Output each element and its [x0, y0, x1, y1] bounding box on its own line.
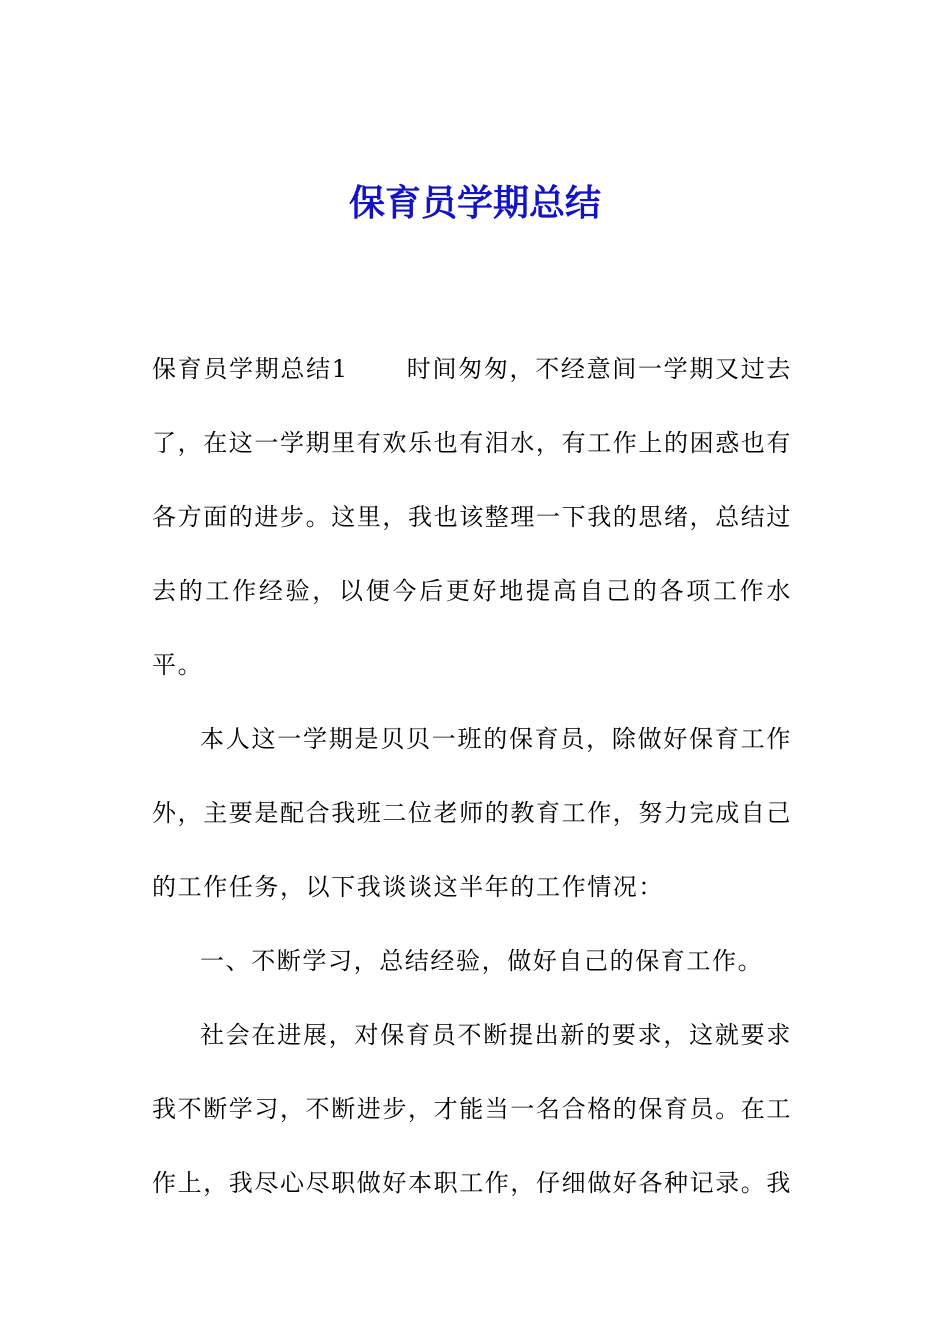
- paragraph-1-text: 时间匆匆，不经意间一学期又过去了，在这一学期里有欢乐也有泪水，有工作上的困惑也有各方面的进步。这里，我也该整理一下我的思绪，总结过去的工作经验，以便今后更好地提高自己的各项工作水平。: [152, 355, 792, 679]
- document-body: [152, 332, 792, 1220]
- paragraph-3: 社会在进展，对保育员不断提出新的要求，这就要求我不断学习，不断进步，才能当一名合格的保育员。在工作上，我尽心尽职做好本职工作，仔细做好各种记录。我: [152, 1021, 792, 1197]
- document-title: 保育员学期总结: [348, 182, 601, 224]
- paragraph-2: 本人这一学期是贝贝一班的保育员，除做好保育工作外，主要是配合我班二位老师的教育工作，努力完成自己的工作任务，以下我谈谈这半年的工作情况：: [152, 725, 792, 901]
- section-heading: 一、不断学习，总结经验，做好自己的保育工作。: [200, 947, 764, 975]
- section-label: 保育员学期总结1: [152, 355, 349, 383]
- paragraph-1: [152, 332, 792, 702]
